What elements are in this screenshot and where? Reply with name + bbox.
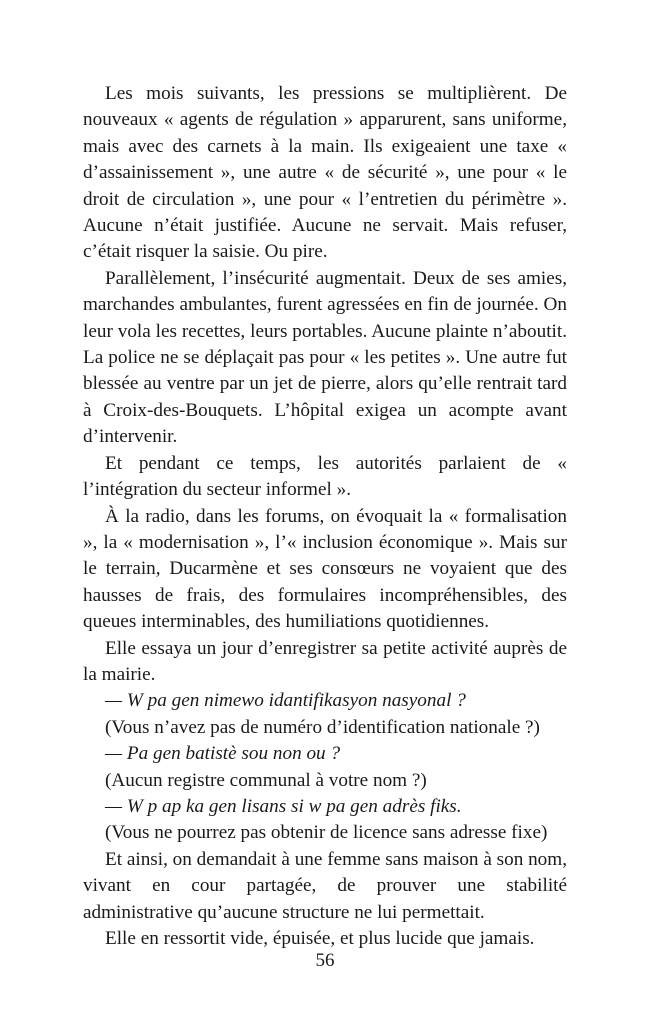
paragraph-autorites: Et pendant ce temps, les autorités parlaient de « l’intégration du secteur informel ». <box>83 452 567 501</box>
dialogue-line-creole-2: — Pa gen batistè sou non ou ? <box>105 743 341 765</box>
page-body-text <box>83 81 567 952</box>
dialogue-translation-3: (Vous ne pourrez pas obtenir de licence sans adresse fixe) <box>105 822 548 844</box>
dialogue-line-creole-3: — W p ap ka gen lisans si w pa gen adrès fiks. <box>105 795 462 817</box>
paragraph-conclusion: Elle en ressortit vide, épuisée, et plus lucide que jamais. <box>105 928 535 949</box>
paragraph-radio: À la radio, dans les forums, on évoquait la « formalisation », la « modernisation », l’« inclusion économique ». Mais sur le terrain, Ducarmène et ses consœurs ne voyaient que des hausses de frais, des formulaires incompréhensibles, des queues interminables, des humiliations quotidiennes. <box>83 505 567 633</box>
dialogue-translation-2: (Aucun registre communal à votre nom ?) <box>105 769 427 791</box>
paragraph-femme-sans-maison: Et ainsi, on demandait à une femme sans maison à son nom, vivant en cour partagée, de prouver une stabilité administrative qu’aucune structure ne lui permettait. <box>83 848 567 923</box>
dialogue-line-creole-1: — W pa gen nimewo idantifikasyon nasyonal ? <box>105 690 466 712</box>
paragraph-insecurite: Parallèlement, l’insécurité augmentait. Deux de ses amies, marchandes ambulantes, furent agressées en fin de journée. On leur vola les recettes, leurs portables. Aucune plainte n’aboutit. La police ne se déplaçait pas pour « les petites ». Une autre fut blessée au ventre par un jet de pierre, alors qu’elle rentrait tard à Croix-des-Bouquets. L’hôpital exigea un acompte avant d’intervenir. <box>83 267 567 448</box>
paragraph-pressions: Les mois suivants, les pressions se multiplièrent. De nouveaux « agents de régulation » apparurent, sans uniforme, mais avec des carnets à la main. Ils exigeaient une taxe « d’assainissement », une autre « de sécurité », une pour « le droit de circulation », une pour « l’entretien du périmètre ». Aucune n’était justifiée. Aucune ne servait. Mais refuser, c’était risquer la saisie. Ou pire. <box>83 83 567 263</box>
page-number: 56 <box>315 950 335 971</box>
dialogue-translation-1: (Vous n’avez pas de numéro d’identification nationale ?) <box>105 716 540 738</box>
paragraph-mairie: Elle essaya un jour d’enregistrer sa petite activité auprès de la mairie. <box>83 637 567 685</box>
